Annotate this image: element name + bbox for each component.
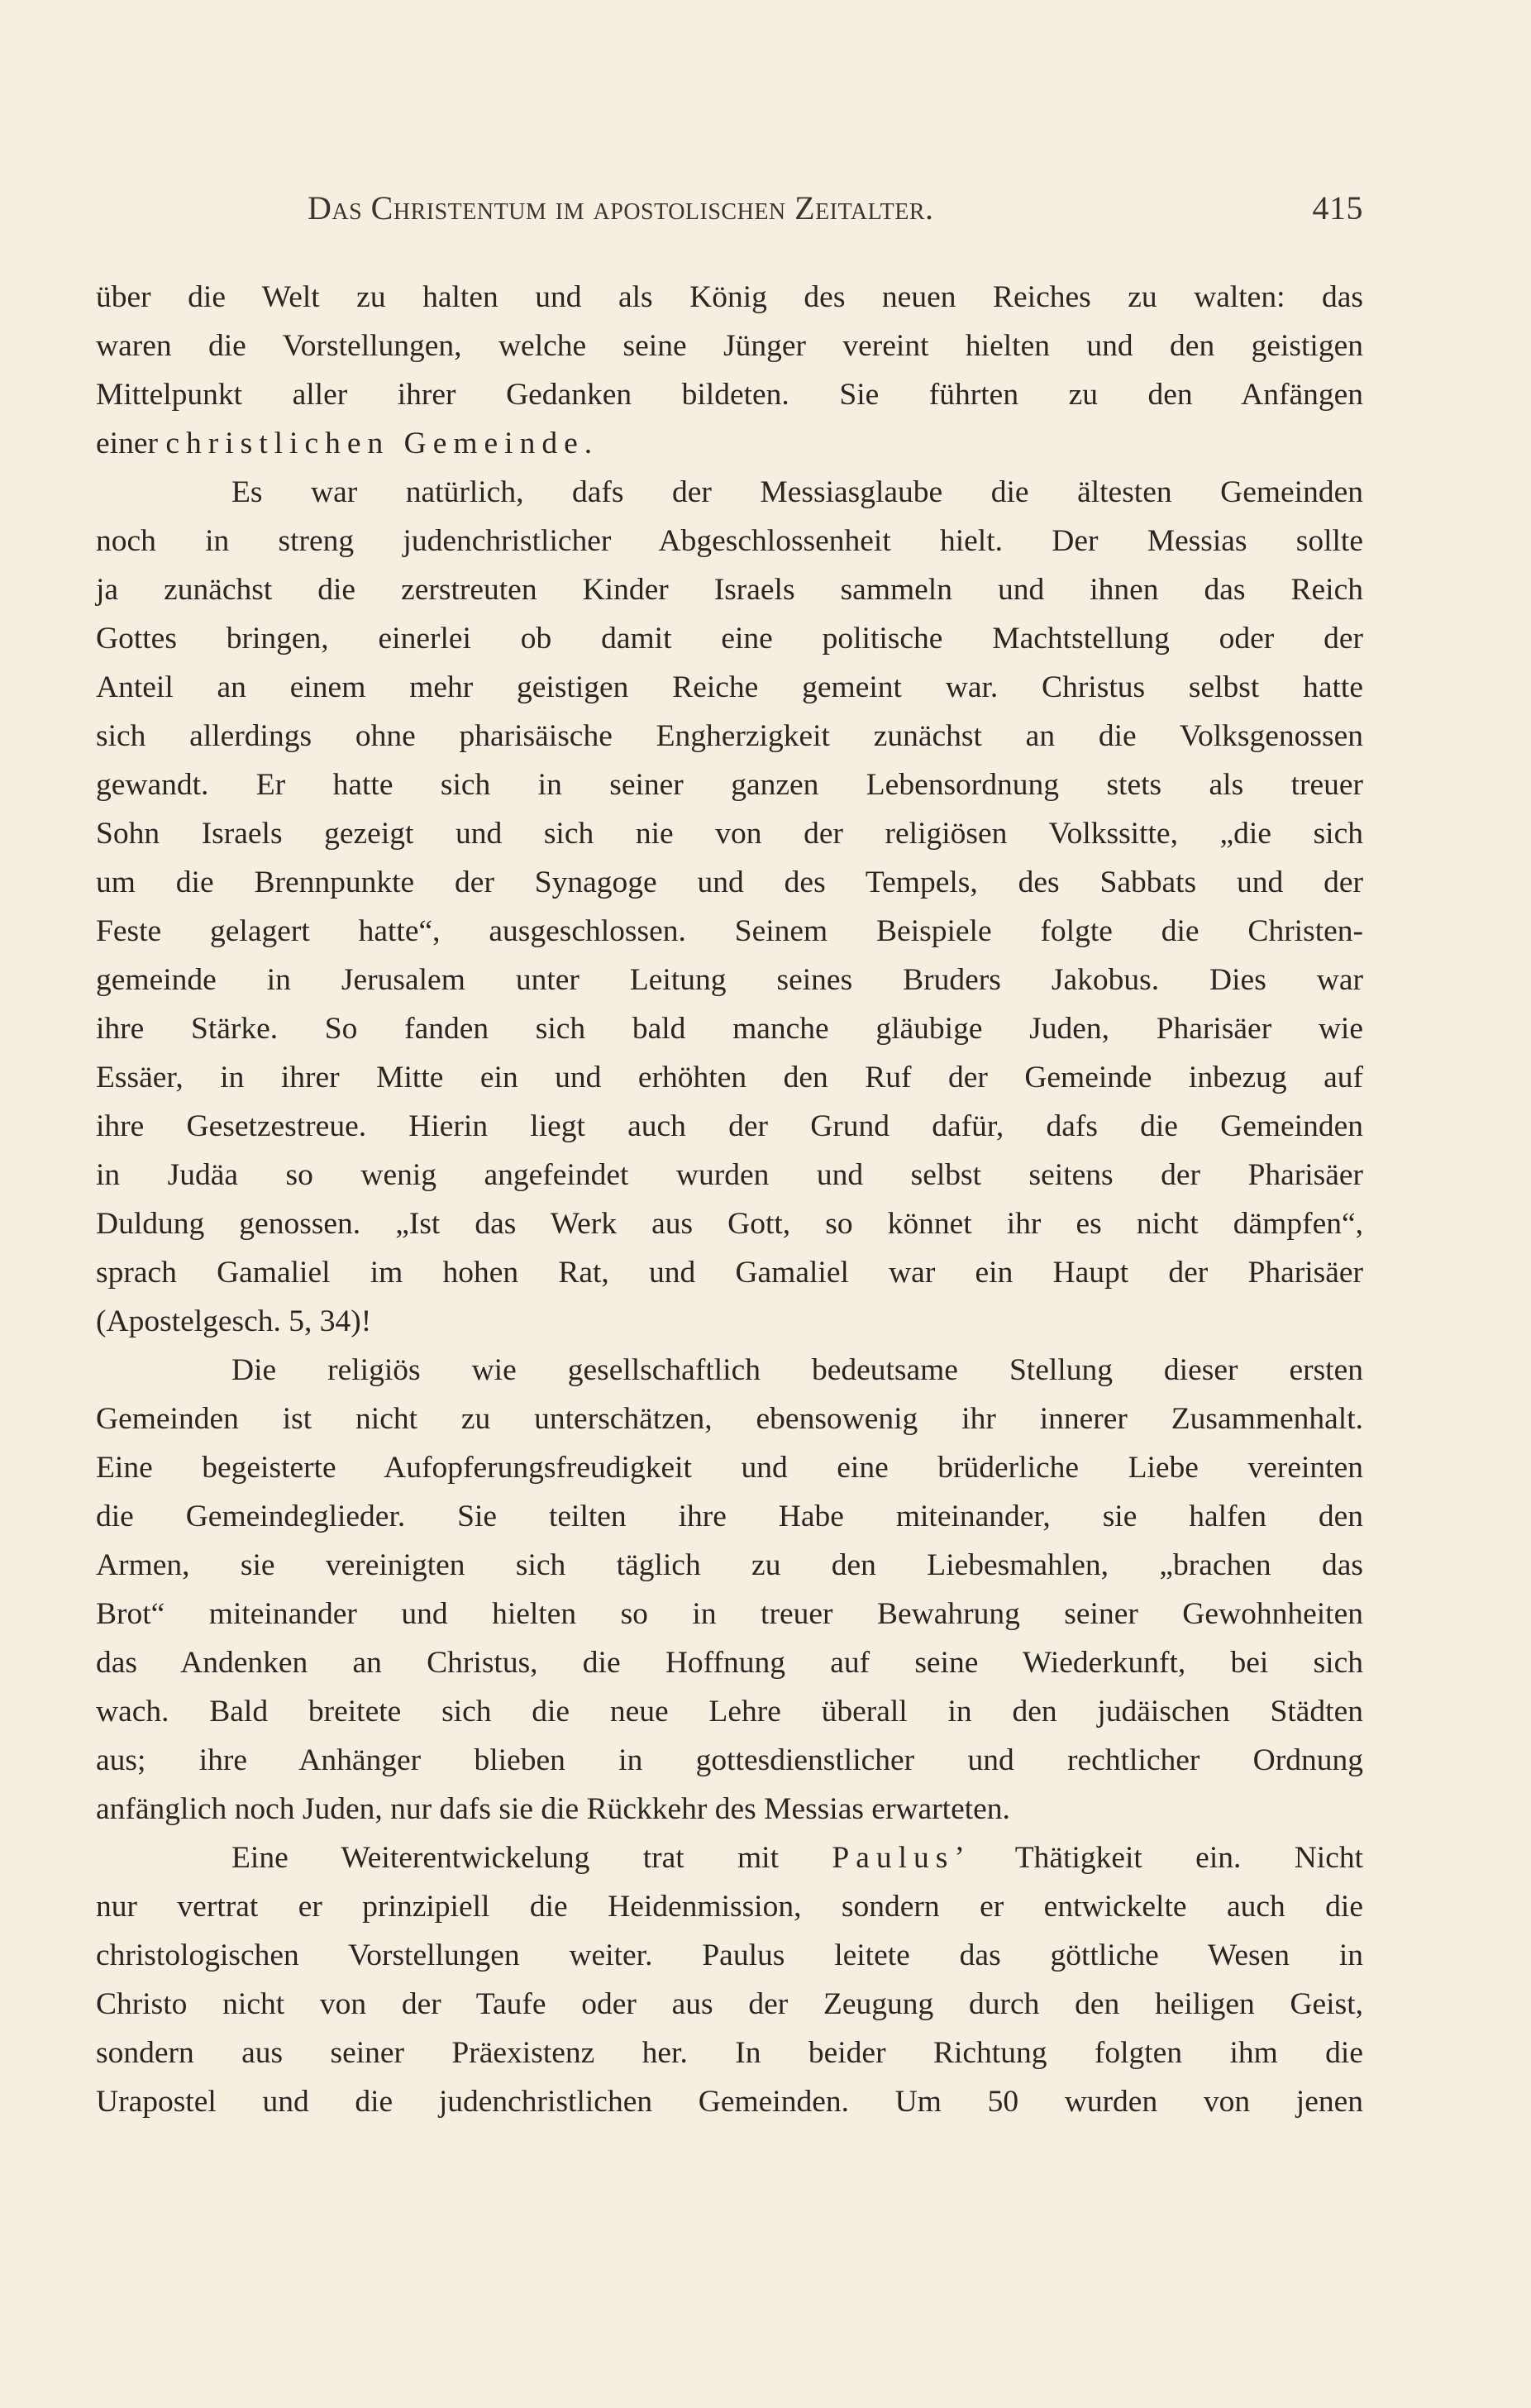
text-line: die Gemeindeglieder. Sie teilten ihre Habe miteinander, sie halfen den	[96, 1500, 1363, 1533]
text-line: Gottes bringen, einerlei ob damit eine politische Machtstellung oder der	[96, 622, 1363, 656]
text-line: Sohn Israels gezeigt und sich nie von der religiösen Volkssitte, „die sich	[96, 817, 1363, 851]
text-line: das Andenken an Christus, die Hoffnung auf seine Wiederkunft, bei sich	[96, 1646, 1363, 1680]
chapter-title: Das Christentum im apostolischen Zeitalter.	[308, 189, 934, 226]
text-line: in Judäa so wenig angefeindet wurden und selbst seitens der Pharisäer	[96, 1158, 1363, 1192]
text-line: (Apostelgesch. 5, 34)!	[96, 1304, 372, 1338]
text-span: Eine Weiterentwickelung trat mit	[231, 1841, 832, 1875]
text-line: ihre Gesetzestreue. Hierin liegt auch der Grund dafür, dafs die Gemeinden	[96, 1109, 1363, 1143]
body-text	[96, 273, 1363, 2126]
text-line: Duldung genossen. „Ist das Werk aus Gott, so könnet ihr es nicht dämpfen“,	[96, 1207, 1363, 1241]
text-span: .	[584, 427, 593, 460]
text-line: gemeinde in Jerusalem unter Leitung seines Bruders Jakobus. Dies war	[96, 963, 1363, 997]
text-line: aus; ihre Anhänger blieben in gottesdienstlicher und rechtlicher Ordnung	[96, 1743, 1363, 1777]
text-line: um die Brennpunkte der Synagoge und des Tempels, des Sabbats und der	[96, 865, 1363, 899]
text-line: sich allerdings ohne pharisäische Engherzigkeit zunächst an die Volksgenossen	[96, 719, 1363, 753]
text-line: Eine begeisterte Aufopferungsfreudigkeit und eine brüderliche Liebe vereinten	[96, 1451, 1363, 1485]
text-line: Brot“ miteinander und hielten so in treuer Bewahrung seiner Gewohnheiten	[96, 1597, 1363, 1631]
text-line: Armen, sie vereinigten sich täglich zu den Liebesmahlen, „brachen das	[96, 1548, 1363, 1582]
text-line: Essäer, in ihrer Mitte ein und erhöhten den Ruf der Gemeinde inbezug auf	[96, 1061, 1363, 1094]
spaced-emphasis: christlichen Gemeinde	[165, 427, 584, 460]
text-line: Es war natürlich, dafs der Messiasglaube die ältesten Gemeinden	[231, 475, 1363, 509]
text-line: anfänglich noch Juden, nur dafs sie die Rückkehr des Messias erwarteten.	[96, 1792, 1010, 1826]
text-line: über die Welt zu halten und als König des neuen Reiches zu walten: das	[96, 280, 1363, 314]
running-header	[308, 188, 1363, 238]
text-line: noch in streng judenchristlicher Abgeschlossenheit hielt. Der Messias sollte	[96, 524, 1363, 558]
text-line: sondern aus seiner Präexistenz her. In beider Richtung folgten ihm die	[96, 2036, 1363, 2070]
text-line: Christo nicht von der Taufe oder aus der Zeugung durch den heiligen Geist,	[96, 1987, 1363, 2021]
page-number: 415	[1312, 189, 1363, 226]
text-line: gewandt. Er hatte sich in seiner ganzen Lebensordnung stets als treuer	[96, 768, 1363, 802]
text-line: Gemeinden ist nicht zu unterschätzen, ebensowenig ihr innerer Zusammenhalt.	[96, 1402, 1363, 1436]
text-line: waren die Vorstellungen, welche seine Jünger vereint hielten und den geistigen	[96, 329, 1363, 363]
text-line: ihre Stärke. So fanden sich bald manche gläubige Juden, Pharisäer wie	[96, 1012, 1363, 1046]
text-line: wach. Bald breitete sich die neue Lehre überall in den judäischen Städten	[96, 1695, 1363, 1729]
text-line: ja zunächst die zerstreuten Kinder Israels sammeln und ihnen das Reich	[96, 573, 1363, 607]
text-line	[96, 419, 1363, 468]
text-span: ’ Thätigkeit ein. Nicht	[954, 1841, 1364, 1875]
text-line: Die religiös wie gesellschaftlich bedeutsame Stellung dieser ersten	[231, 1353, 1363, 1387]
spaced-emphasis: Paulus	[832, 1841, 955, 1875]
text-line: Feste gelagert hatte“, ausgeschlossen. Seinem Beispiele folgte die Christen-	[96, 914, 1363, 948]
text-line: Urapostel und die judenchristlichen Gemeinden. Um 50 wurden von jenen	[96, 2085, 1363, 2119]
text-line: nur vertrat er prinzipiell die Heidenmission, sondern er entwickelte auch die	[96, 1890, 1363, 1924]
text-line	[96, 1833, 1363, 1882]
text-span: einer	[96, 427, 166, 460]
text-line: christologischen Vorstellungen weiter. Paulus leitete das göttliche Wesen in	[96, 1938, 1363, 1972]
text-line: Anteil an einem mehr geistigen Reiche gemeint war. Christus selbst hatte	[96, 670, 1363, 704]
text-line: sprach Gamaliel im hohen Rat, und Gamaliel war ein Haupt der Pharisäer	[96, 1256, 1363, 1290]
text-line: Mittelpunkt aller ihrer Gedanken bildeten. Sie führten zu den Anfängen	[96, 378, 1363, 412]
